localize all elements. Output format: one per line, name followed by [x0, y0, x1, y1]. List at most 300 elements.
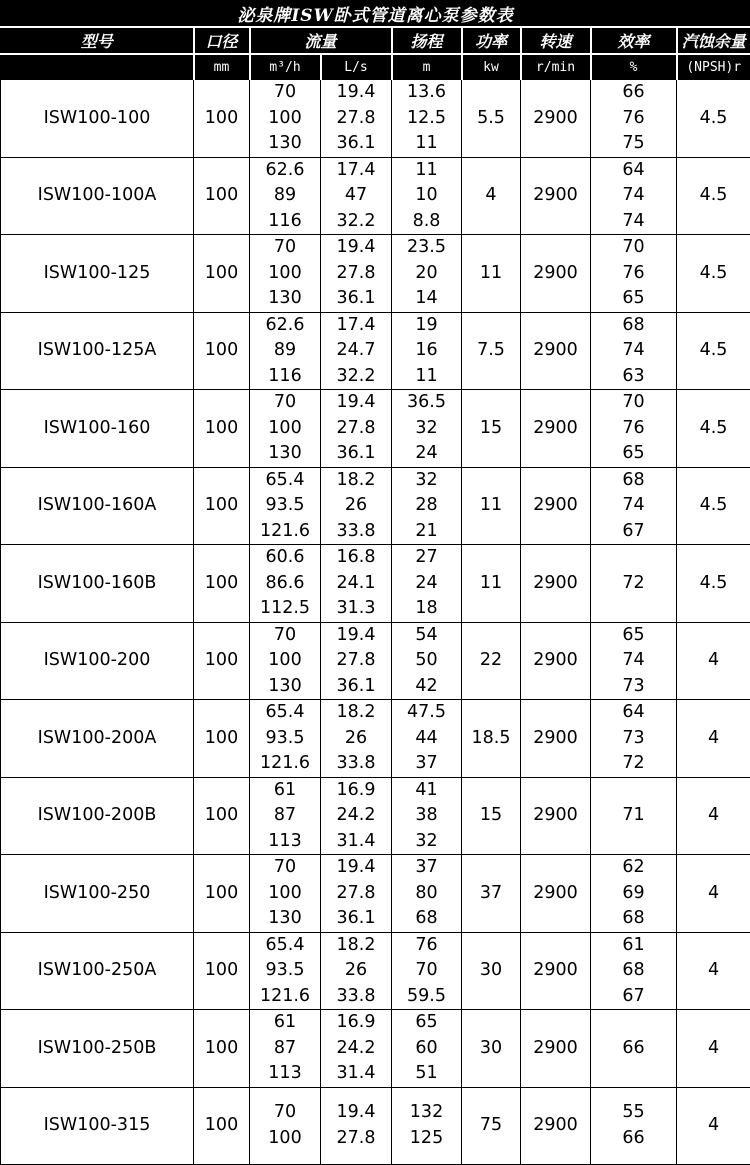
- cell-efficiency-value: 63: [591, 364, 676, 390]
- cell-flow-m3h-value: 62.6: [250, 313, 320, 339]
- cell-model: ISW100-200: [1, 622, 194, 700]
- cell-flow-ls-value: 33.8: [321, 984, 391, 1010]
- cell-efficiency-value: 65: [591, 286, 676, 312]
- cell-efficiency-value: 74: [591, 648, 676, 674]
- table-row: [1, 855, 750, 933]
- cell-flow-ls-value: 33.8: [321, 519, 391, 545]
- cell-diameter: 100: [194, 235, 250, 313]
- cell-speed: 2900: [521, 932, 591, 1010]
- cell-flow-ls-value: 19.4: [321, 623, 391, 649]
- cell-flow-m3h-value: 61: [250, 1010, 320, 1036]
- cell-flow-ls-value: 17.4: [321, 158, 391, 184]
- cell-efficiency-value: 71: [591, 803, 676, 829]
- cell-flow-ls: [321, 1087, 392, 1164]
- cell-flow-ls-value: 36.1: [321, 286, 391, 312]
- cell-head-value: 54: [392, 623, 461, 649]
- cell-efficiency-value: 76: [591, 106, 676, 132]
- cell-efficiency-value: 68: [591, 313, 676, 339]
- cell-flow-m3h-value: 130: [250, 906, 320, 932]
- cell-diameter: 100: [194, 467, 250, 545]
- cell-head-value: 125: [392, 1126, 461, 1152]
- cell-flow-ls-value: 24.7: [321, 338, 391, 364]
- cell-head-value: 42: [392, 674, 461, 700]
- cell-model: ISW100-160: [1, 390, 194, 468]
- cell-efficiency-value: 74: [591, 338, 676, 364]
- cell-head-value: 32: [392, 416, 461, 442]
- cell-efficiency-value: 76: [591, 261, 676, 287]
- cell-flow-m3h: [250, 1087, 321, 1164]
- cell-head-value: 27: [392, 545, 461, 571]
- cell-diameter: 100: [194, 545, 250, 623]
- cell-head-value: 37: [392, 751, 461, 777]
- cell-efficiency: [591, 700, 677, 778]
- cell-flow-m3h-value: 70: [250, 855, 320, 881]
- cell-model: ISW100-315: [1, 1087, 194, 1164]
- cell-power: 37: [462, 855, 521, 933]
- cell-flow-ls-value: 16.8: [321, 545, 391, 571]
- cell-speed: 2900: [521, 235, 591, 313]
- cell-flow-ls-value: 19.4: [321, 390, 391, 416]
- cell-flow-ls-value: 26: [321, 493, 391, 519]
- table-row: [1, 157, 750, 235]
- cell-model: ISW100-160B: [1, 545, 194, 623]
- cell-flow-ls-value: 31.3: [321, 596, 391, 622]
- cell-head: [392, 235, 462, 313]
- cell-model: ISW100-200A: [1, 700, 194, 778]
- cell-efficiency-value: 74: [591, 183, 676, 209]
- cell-flow-m3h-value: 61: [250, 778, 320, 804]
- cell-efficiency-value: 65: [591, 441, 676, 467]
- cell-flow-ls-value: 24.1: [321, 571, 391, 597]
- cell-flow-ls-value: 36.1: [321, 131, 391, 157]
- cell-head: [392, 700, 462, 778]
- cell-model: ISW100-200B: [1, 777, 194, 855]
- header-diameter: 口径: [194, 27, 250, 54]
- cell-speed: 2900: [521, 157, 591, 235]
- cell-model: ISW100-125A: [1, 312, 194, 390]
- cell-efficiency: [591, 157, 677, 235]
- cell-head-value: 76: [392, 933, 461, 959]
- unit-power: kw: [462, 54, 521, 80]
- cell-flow-ls-value: 47: [321, 183, 391, 209]
- cell-head-value: 11: [392, 158, 461, 184]
- cell-flow-m3h-value: 65.4: [250, 933, 320, 959]
- cell-npsh: 4.5: [677, 80, 750, 158]
- cell-head-value: 70: [392, 958, 461, 984]
- cell-head-value: 50: [392, 648, 461, 674]
- cell-flow-ls-value: 31.4: [321, 829, 391, 855]
- cell-flow-ls: [321, 80, 392, 158]
- cell-flow-m3h-value: 100: [250, 261, 320, 287]
- cell-model: ISW100-250A: [1, 932, 194, 1010]
- cell-head: [392, 545, 462, 623]
- table-row: [1, 390, 750, 468]
- cell-flow-m3h: [250, 932, 321, 1010]
- table-title: 泌泉牌ISW卧式管道离心泵参数表: [1, 1, 750, 28]
- cell-speed: 2900: [521, 622, 591, 700]
- cell-flow-m3h-value: 121.6: [250, 984, 320, 1010]
- header-power: 功率: [462, 27, 521, 54]
- cell-flow-m3h-value: 87: [250, 803, 320, 829]
- unit-flow-ls: L/s: [321, 54, 392, 80]
- cell-efficiency-value: 66: [591, 80, 676, 106]
- cell-flow-m3h-value: 100: [250, 648, 320, 674]
- cell-diameter: 100: [194, 80, 250, 158]
- cell-diameter: 100: [194, 777, 250, 855]
- cell-flow-m3h-value: 70: [250, 623, 320, 649]
- cell-flow-m3h-value: 70: [250, 80, 320, 106]
- cell-head-value: 37: [392, 855, 461, 881]
- cell-flow-m3h-value: 130: [250, 441, 320, 467]
- cell-head-value: 65: [392, 1010, 461, 1036]
- cell-efficiency: [591, 855, 677, 933]
- cell-efficiency-value: 74: [591, 209, 676, 235]
- cell-power: 75: [462, 1087, 521, 1164]
- cell-flow-ls: [321, 390, 392, 468]
- cell-flow-m3h: [250, 80, 321, 158]
- cell-head-value: 80: [392, 881, 461, 907]
- cell-flow-m3h-value: 121.6: [250, 751, 320, 777]
- cell-head-value: 36.5: [392, 390, 461, 416]
- cell-power: 11: [462, 235, 521, 313]
- cell-model: ISW100-125: [1, 235, 194, 313]
- cell-flow-m3h: [250, 1010, 321, 1088]
- cell-efficiency-value: 68: [591, 958, 676, 984]
- unit-npsh: (NPSH)r: [677, 54, 750, 80]
- cell-head-value: 32: [392, 468, 461, 494]
- cell-flow-ls-value: 27.8: [321, 881, 391, 907]
- cell-flow-ls-value: 33.8: [321, 751, 391, 777]
- cell-flow-m3h-value: 93.5: [250, 493, 320, 519]
- cell-head-value: 38: [392, 803, 461, 829]
- unit-model: [1, 54, 194, 80]
- cell-flow-ls-value: 18.2: [321, 468, 391, 494]
- table-row: [1, 80, 750, 158]
- cell-head-value: 32: [392, 829, 461, 855]
- cell-model: ISW100-250: [1, 855, 194, 933]
- cell-head-value: 23.5: [392, 235, 461, 261]
- table-row: [1, 467, 750, 545]
- cell-efficiency-value: 73: [591, 674, 676, 700]
- cell-head: [392, 855, 462, 933]
- cell-flow-ls-value: 18.2: [321, 933, 391, 959]
- cell-head: [392, 622, 462, 700]
- cell-flow-m3h: [250, 390, 321, 468]
- cell-power: 15: [462, 390, 521, 468]
- cell-efficiency-value: 72: [591, 751, 676, 777]
- cell-head-value: 21: [392, 519, 461, 545]
- cell-flow-ls-value: 17.4: [321, 313, 391, 339]
- cell-efficiency: [591, 235, 677, 313]
- cell-efficiency: [591, 1010, 677, 1088]
- cell-efficiency-value: 67: [591, 984, 676, 1010]
- cell-npsh: 4: [677, 932, 750, 1010]
- cell-npsh: 4: [677, 622, 750, 700]
- cell-flow-m3h-value: 100: [250, 881, 320, 907]
- cell-flow-m3h-value: 130: [250, 674, 320, 700]
- cell-head: [392, 1087, 462, 1164]
- cell-efficiency-value: 75: [591, 131, 676, 157]
- cell-flow-m3h: [250, 700, 321, 778]
- cell-head-value: 51: [392, 1061, 461, 1087]
- table-row: [1, 622, 750, 700]
- cell-speed: 2900: [521, 467, 591, 545]
- cell-diameter: 100: [194, 157, 250, 235]
- cell-flow-ls: [321, 932, 392, 1010]
- cell-speed: 2900: [521, 312, 591, 390]
- cell-flow-m3h: [250, 235, 321, 313]
- cell-head-value: 14: [392, 286, 461, 312]
- cell-speed: 2900: [521, 700, 591, 778]
- cell-flow-ls: [321, 545, 392, 623]
- cell-diameter: 100: [194, 622, 250, 700]
- cell-diameter: 100: [194, 312, 250, 390]
- cell-flow-ls-value: 16.9: [321, 778, 391, 804]
- cell-flow-ls-value: 19.4: [321, 855, 391, 881]
- cell-efficiency-value: 64: [591, 158, 676, 184]
- cell-head-value: 8.8: [392, 209, 461, 235]
- cell-head-value: 19: [392, 313, 461, 339]
- table-row: [1, 700, 750, 778]
- table-row: [1, 312, 750, 390]
- cell-flow-ls: [321, 855, 392, 933]
- cell-efficiency: [591, 80, 677, 158]
- unit-efficiency: %: [591, 54, 677, 80]
- cell-efficiency-value: 66: [591, 1126, 676, 1152]
- cell-head-value: 28: [392, 493, 461, 519]
- cell-flow-m3h-value: 65.4: [250, 700, 320, 726]
- cell-flow-ls: [321, 157, 392, 235]
- cell-efficiency-value: 62: [591, 855, 676, 881]
- cell-speed: 2900: [521, 545, 591, 623]
- unit-diameter: mm: [194, 54, 250, 80]
- cell-head: [392, 777, 462, 855]
- cell-flow-m3h-value: 130: [250, 286, 320, 312]
- cell-flow-ls-value: 19.4: [321, 1100, 391, 1126]
- cell-head-value: 47.5: [392, 700, 461, 726]
- cell-flow-m3h-value: 70: [250, 390, 320, 416]
- cell-flow-m3h-value: 100: [250, 416, 320, 442]
- cell-flow-ls-value: 31.4: [321, 1061, 391, 1087]
- cell-flow-ls-value: 27.8: [321, 1126, 391, 1152]
- cell-speed: 2900: [521, 80, 591, 158]
- cell-efficiency-value: 72: [591, 571, 676, 597]
- cell-flow-m3h-value: 112.5: [250, 596, 320, 622]
- cell-efficiency-value: 61: [591, 933, 676, 959]
- cell-npsh: 4.5: [677, 545, 750, 623]
- cell-head: [392, 1010, 462, 1088]
- cell-flow-ls-value: 27.8: [321, 416, 391, 442]
- cell-diameter: 100: [194, 390, 250, 468]
- cell-flow-m3h-value: 89: [250, 183, 320, 209]
- cell-flow-m3h-value: 93.5: [250, 958, 320, 984]
- cell-flow-ls: [321, 622, 392, 700]
- cell-flow-m3h-value: 113: [250, 829, 320, 855]
- cell-flow-ls: [321, 467, 392, 545]
- cell-head: [392, 312, 462, 390]
- cell-flow-ls-value: 27.8: [321, 648, 391, 674]
- cell-flow-m3h-value: 87: [250, 1036, 320, 1062]
- header-model: 型号: [1, 27, 194, 54]
- cell-diameter: 100: [194, 1010, 250, 1088]
- header-flow: 流量: [250, 27, 392, 54]
- cell-flow-ls-value: 19.4: [321, 80, 391, 106]
- table-row: [1, 932, 750, 1010]
- cell-flow-m3h-value: 100: [250, 1126, 320, 1152]
- cell-head-value: 13.6: [392, 80, 461, 106]
- cell-head-value: 24: [392, 571, 461, 597]
- cell-head-value: 132: [392, 1100, 461, 1126]
- cell-model: ISW100-250B: [1, 1010, 194, 1088]
- cell-speed: 2900: [521, 390, 591, 468]
- cell-model: ISW100-100: [1, 80, 194, 158]
- cell-flow-m3h-value: 86.6: [250, 571, 320, 597]
- cell-npsh: 4: [677, 1010, 750, 1088]
- cell-power: 11: [462, 467, 521, 545]
- cell-head: [392, 390, 462, 468]
- cell-head-value: 18: [392, 596, 461, 622]
- cell-flow-m3h: [250, 855, 321, 933]
- cell-efficiency-value: 70: [591, 235, 676, 261]
- cell-power: 22: [462, 622, 521, 700]
- table-row: [1, 1010, 750, 1088]
- cell-flow-ls: [321, 700, 392, 778]
- cell-flow-ls-value: 16.9: [321, 1010, 391, 1036]
- cell-flow-m3h-value: 70: [250, 1100, 320, 1126]
- cell-efficiency-value: 67: [591, 519, 676, 545]
- cell-flow-m3h: [250, 312, 321, 390]
- cell-npsh: 4.5: [677, 235, 750, 313]
- cell-power: 4: [462, 157, 521, 235]
- cell-flow-ls: [321, 1010, 392, 1088]
- cell-head-value: 11: [392, 131, 461, 157]
- cell-power: 30: [462, 932, 521, 1010]
- cell-flow-ls-value: 26: [321, 958, 391, 984]
- cell-efficiency-value: 55: [591, 1100, 676, 1126]
- header-row: [1, 27, 750, 54]
- cell-flow-ls-value: 36.1: [321, 906, 391, 932]
- cell-power: 7.5: [462, 312, 521, 390]
- cell-head-value: 24: [392, 441, 461, 467]
- cell-flow-m3h-value: 130: [250, 131, 320, 157]
- cell-flow-m3h-value: 93.5: [250, 726, 320, 752]
- unit-head: m: [392, 54, 462, 80]
- cell-flow-m3h-value: 62.6: [250, 158, 320, 184]
- cell-efficiency: [591, 622, 677, 700]
- cell-flow-ls-value: 32.2: [321, 364, 391, 390]
- table-row: [1, 777, 750, 855]
- cell-efficiency-value: 65: [591, 623, 676, 649]
- cell-efficiency: [591, 1087, 677, 1164]
- cell-head: [392, 80, 462, 158]
- cell-model: ISW100-100A: [1, 157, 194, 235]
- cell-flow-ls-value: 24.2: [321, 803, 391, 829]
- cell-flow-ls-value: 32.2: [321, 209, 391, 235]
- cell-flow-ls: [321, 312, 392, 390]
- cell-npsh: 4: [677, 855, 750, 933]
- cell-flow-m3h: [250, 777, 321, 855]
- cell-efficiency-value: 70: [591, 390, 676, 416]
- cell-flow-m3h-value: 121.6: [250, 519, 320, 545]
- header-efficiency: 效率: [591, 27, 677, 54]
- cell-npsh: 4.5: [677, 157, 750, 235]
- cell-diameter: 100: [194, 1087, 250, 1164]
- table-row: [1, 545, 750, 623]
- cell-model: ISW100-160A: [1, 467, 194, 545]
- cell-npsh: 4: [677, 777, 750, 855]
- cell-flow-ls-value: 18.2: [321, 700, 391, 726]
- cell-head-value: 16: [392, 338, 461, 364]
- cell-head-value: 10: [392, 183, 461, 209]
- header-head: 扬程: [392, 27, 462, 54]
- cell-efficiency-value: 76: [591, 416, 676, 442]
- cell-diameter: 100: [194, 932, 250, 1010]
- cell-speed: 2900: [521, 777, 591, 855]
- cell-flow-ls-value: 27.8: [321, 106, 391, 132]
- cell-efficiency-value: 64: [591, 700, 676, 726]
- cell-efficiency-value: 69: [591, 881, 676, 907]
- cell-flow-m3h: [250, 467, 321, 545]
- cell-head-value: 59.5: [392, 984, 461, 1010]
- cell-head-value: 11: [392, 364, 461, 390]
- cell-flow-m3h: [250, 622, 321, 700]
- cell-flow-m3h-value: 89: [250, 338, 320, 364]
- cell-npsh: 4: [677, 700, 750, 778]
- cell-flow-m3h: [250, 157, 321, 235]
- cell-head-value: 68: [392, 906, 461, 932]
- cell-flow-ls-value: 19.4: [321, 235, 391, 261]
- cell-power: 11: [462, 545, 521, 623]
- cell-flow-m3h-value: 60.6: [250, 545, 320, 571]
- cell-power: 30: [462, 1010, 521, 1088]
- cell-flow-m3h-value: 70: [250, 235, 320, 261]
- cell-efficiency: [591, 545, 677, 623]
- cell-efficiency: [591, 932, 677, 1010]
- cell-flow-ls-value: 36.1: [321, 441, 391, 467]
- cell-npsh: 4.5: [677, 390, 750, 468]
- cell-flow-m3h-value: 116: [250, 209, 320, 235]
- cell-efficiency-value: 68: [591, 906, 676, 932]
- cell-npsh: 4: [677, 1087, 750, 1164]
- cell-head-value: 60: [392, 1036, 461, 1062]
- cell-head-value: 12.5: [392, 106, 461, 132]
- cell-flow-ls-value: 36.1: [321, 674, 391, 700]
- cell-efficiency: [591, 390, 677, 468]
- cell-efficiency: [591, 467, 677, 545]
- cell-head-value: 41: [392, 778, 461, 804]
- cell-flow-m3h-value: 113: [250, 1061, 320, 1087]
- cell-efficiency-value: 66: [591, 1036, 676, 1062]
- cell-head: [392, 467, 462, 545]
- cell-flow-ls-value: 27.8: [321, 261, 391, 287]
- cell-power: 18.5: [462, 700, 521, 778]
- cell-flow-m3h-value: 65.4: [250, 468, 320, 494]
- cell-speed: 2900: [521, 1010, 591, 1088]
- cell-npsh: 4.5: [677, 312, 750, 390]
- cell-flow-ls: [321, 235, 392, 313]
- cell-flow-m3h-value: 116: [250, 364, 320, 390]
- unit-flow-m3h: m³/h: [250, 54, 321, 80]
- cell-flow-ls: [321, 777, 392, 855]
- cell-flow-ls-value: 26: [321, 726, 391, 752]
- header-speed: 转速: [521, 27, 591, 54]
- cell-flow-m3h: [250, 545, 321, 623]
- cell-head-value: 44: [392, 726, 461, 752]
- cell-diameter: 100: [194, 700, 250, 778]
- cell-efficiency: [591, 312, 677, 390]
- cell-efficiency: [591, 777, 677, 855]
- unit-speed: r/min: [521, 54, 591, 80]
